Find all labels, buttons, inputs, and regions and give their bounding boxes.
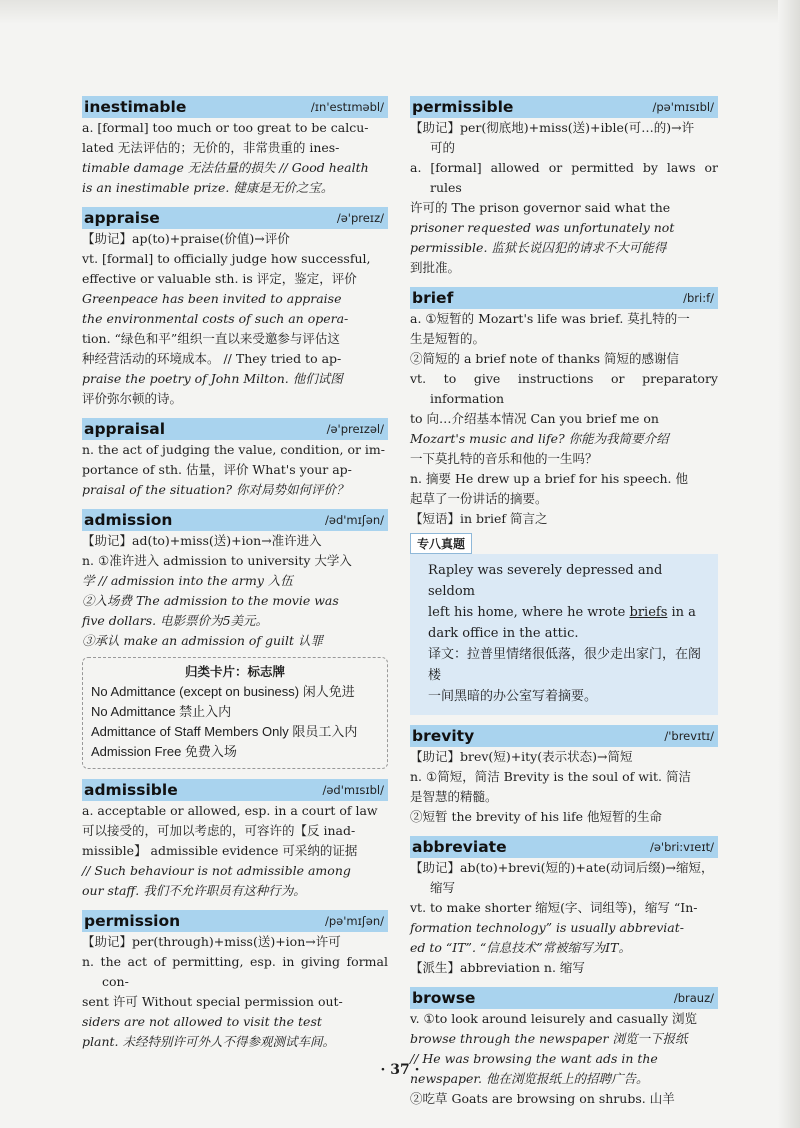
page-top-shade — [0, 0, 800, 24]
example-line: Greenpeace has been invited to appraise — [82, 291, 342, 306]
definition-line: vt. [formal] to officially judge how successful, — [82, 251, 371, 266]
example-line: 种经营活动的环境成本。 // They tried to ap- — [82, 351, 342, 366]
example-line: prisoner requested was unfortunately not — [410, 220, 675, 235]
definition-line: ②简短的 a brief note of thanks 简短的感谢信 — [410, 351, 680, 366]
phonetic: /bri:f/ — [683, 291, 714, 305]
headword: appraisal — [84, 420, 166, 438]
definition-line: 学 // admission into the army 入伍 — [82, 573, 293, 588]
example-line: // He was browsing the want ads in the — [410, 1051, 658, 1066]
card-item: Admittance of Staff Members Only 限员工入内 — [91, 724, 358, 739]
definition-line: effective or valuable sth. is 评定，鉴定，评价 — [82, 271, 357, 286]
mnemonic-note: 【助记】ad(to)+miss(送)+ion→准许进入 — [82, 533, 322, 548]
example-line: Mozart's music and life? 你能为我简要介绍 — [410, 431, 669, 446]
example-line: 起草了一份讲话的摘要。 — [410, 491, 548, 506]
mnemonic-note: 【助记】per(彻底地)+miss(送)+ible(可…的)→许 — [410, 120, 695, 135]
example-line: ed to “IT”. “信息技术”常被缩写为IT。 — [410, 940, 631, 955]
entry-header — [410, 96, 718, 118]
definition-line: n. ①准许进入 admission to university 大学入 — [82, 553, 352, 568]
left-column — [82, 96, 388, 1061]
entry-appraise — [82, 207, 388, 409]
definition-line: v. ①to look around leisurely and casually 浏览 — [410, 1011, 698, 1026]
phonetic: /əd'mɪʃən/ — [325, 513, 384, 527]
headword: brief — [412, 289, 454, 307]
phonetic: /ə'bri:vɪeɪt/ — [649, 840, 714, 854]
exam-text: in a — [671, 605, 696, 620]
entry-brevity — [410, 725, 718, 827]
definition-line: 生是短暂的。 — [410, 331, 486, 346]
definition-line: is an inestimable prize. 健康是无价之宝。 — [82, 180, 334, 195]
example-line: the environmental costs of such an opera- — [82, 311, 349, 326]
entry-browse — [410, 987, 718, 1109]
mnemonic-note: 缩写 — [430, 880, 456, 895]
entry-permissible — [410, 96, 718, 278]
definition-line: ②短暂 the brevity of his life 他短暂的生命 — [410, 809, 662, 824]
entry-brief — [410, 287, 718, 715]
definition-line: n. 摘要 He drew up a brief for his speech. 他 — [410, 471, 688, 486]
definition-line: 可以接受的，可加以考虑的，可容许的【反 inad- — [82, 823, 356, 838]
headword: browse — [412, 989, 476, 1007]
example-line: plant. 未经特别许可外人不得参观测试车间。 — [82, 1034, 335, 1049]
phonetic: /əd'mɪsɪbl/ — [322, 783, 384, 797]
headword: abbreviate — [412, 838, 507, 856]
headword: permission — [84, 912, 181, 930]
phonetic: /ɪn'estɪməbl/ — [310, 100, 384, 114]
example-line: 到批准。 — [410, 260, 461, 275]
definition-line: 是智慧的精髓。 — [410, 789, 498, 804]
card-item: Admission Free 免费入场 — [91, 744, 237, 759]
entry-header — [410, 987, 718, 1009]
right-column — [410, 96, 718, 1118]
definition-line: to 向…介绍基本情况 Can you brief me on — [410, 411, 659, 426]
entry-header — [82, 418, 388, 440]
example-line: praise the poetry of John Milton. 他们试图 — [82, 371, 343, 386]
definition-line: ②入场费 The admission to the movie was — [82, 593, 339, 608]
entry-header — [82, 207, 388, 229]
card-item: No Admittance (except on business) 闲人免进 — [91, 684, 355, 699]
exam-text: left his home, where he wrote — [428, 605, 626, 620]
headword: inestimable — [84, 98, 187, 116]
derivation-note: 【派生】abbreviation n. 缩写 — [410, 960, 585, 975]
exam-translation: 一间黑暗的办公室写着摘要。 — [428, 689, 598, 704]
entry-header — [410, 725, 718, 747]
definition-line: portance of sth. 估量，评价 What's your ap- — [82, 462, 352, 477]
example-line: 一下莫扎特的音乐和他的一生吗？ — [410, 451, 598, 466]
mnemonic-note: 【助记】per(through)+miss(送)+ion→许可 — [82, 934, 341, 949]
card-title: 归类卡片：标志牌 — [184, 664, 285, 679]
headword: brevity — [412, 727, 475, 745]
definition-line: vt. to make shorter 缩短(字、词组等)，缩写 “In- — [410, 900, 698, 915]
phonetic: /ə'preɪz/ — [336, 211, 384, 225]
definition-line: a. acceptable or allowed, esp. in a court of law — [82, 803, 378, 818]
example-line: // Such behaviour is not admissible among — [82, 863, 351, 878]
phrase-note: 【短语】in brief 简言之 — [410, 511, 548, 526]
example-line: tion. “绿色和平”组织一直以来受邀参与评估这 — [82, 331, 340, 346]
exam-translation: 译文：拉普里情绪很低落，很少走出家门，在阁楼 — [428, 647, 702, 683]
definition-line: five dollars. 电影票价为5美元。 — [82, 613, 269, 628]
exam-line: dark office in the attic. — [428, 626, 579, 641]
entry-admissible — [82, 779, 388, 901]
entry-permission — [82, 910, 388, 1052]
entry-appraisal — [82, 418, 388, 500]
exam-line — [428, 602, 706, 623]
entry-admission — [82, 509, 388, 769]
page-number: · 37 · — [380, 1062, 420, 1078]
card-item: No Admittance 禁止入内 — [91, 704, 232, 719]
headword: admission — [84, 511, 173, 529]
example-line: permissible. 监狱长说囚犯的请求不大可能得 — [410, 240, 667, 255]
entry-header — [82, 779, 388, 801]
example-line: 评价弥尔顿的诗。 — [82, 391, 183, 406]
page-edge-shadow — [778, 0, 800, 1128]
definition-line: 许可的 The prison governor said what the — [410, 200, 671, 215]
phonetic: /ə'preɪzəl/ — [326, 422, 384, 436]
exam-highlight: briefs — [629, 605, 668, 620]
definition-line: a. [formal] too much or too great to be calcu- — [82, 120, 369, 135]
entry-header — [82, 96, 388, 118]
definition-line: sent 许可 Without special permission out- — [82, 994, 343, 1009]
exam-box — [410, 554, 718, 715]
entry-header — [410, 836, 718, 858]
entry-abbreviate — [410, 836, 718, 978]
headword: admissible — [84, 781, 178, 799]
definition-line: ②吃草 Goats are browsing on shrubs. 山羊 — [410, 1091, 675, 1106]
phonetic: /brauz/ — [673, 991, 714, 1005]
phonetic: /'brevɪtɪ/ — [664, 729, 714, 743]
phonetic: /pə'mɪʃən/ — [325, 914, 384, 928]
definition-line: vt. to give instructions or preparatory information — [410, 371, 718, 406]
mnemonic-note: 【助记】brev(短)+ity(表示状态)→简短 — [410, 749, 633, 764]
definition-line: n. ①简短，简洁 Brevity is the soul of wit. 简洁 — [410, 769, 691, 784]
headword: appraise — [84, 209, 160, 227]
entry-header — [82, 910, 388, 932]
entry-header — [410, 287, 718, 309]
example-line: praisal of the situation? 你对局势如何评价？ — [82, 482, 349, 497]
example-line: browse through the newspaper 浏览一下报纸 — [410, 1031, 688, 1046]
phonetic: /pə'mɪsɪbl/ — [652, 100, 714, 114]
exam-label: 专八真题 — [410, 533, 472, 554]
example-line: siders are not allowed to visit the test — [82, 1014, 322, 1029]
headword: permissible — [412, 98, 514, 116]
entry-header — [82, 509, 388, 531]
mnemonic-note: 可的 — [430, 140, 456, 155]
definition-line: timable damage 无法估量的损失 // Good health — [82, 160, 369, 175]
definition-line: a. [formal] allowed or permitted by laws or rules — [410, 160, 718, 195]
entry-inestimable — [82, 96, 388, 198]
definition-line: n. the act of permitting, esp. in giving formal con- — [82, 954, 388, 989]
example-line: our staff. 我们不允许职员有这种行为。 — [82, 883, 306, 898]
mnemonic-note: 【助记】ab(to)+brevi(短的)+ate(动词后缀)→缩短， — [410, 860, 714, 875]
exam-line: Rapley was severely depressed and seldom — [428, 563, 663, 599]
example-line: newspaper. 他在浏览报纸上的招聘广告。 — [410, 1071, 649, 1086]
definition-line: ③承认 make an admission of guilt 认罪 — [82, 633, 324, 648]
definition-line: n. the act of judging the value, condition, or im- — [82, 442, 385, 457]
category-card — [82, 657, 388, 769]
definition-line: a. ①短暂的 Mozart's life was brief. 莫扎特的一 — [410, 311, 690, 326]
definition-line: missible】 admissible evidence 可采纳的证据 — [82, 843, 358, 858]
example-line: formation technology” is usually abbreviat- — [410, 920, 684, 935]
definition-line: lated 无法评估的；无价的，非常贵重的 ines- — [82, 140, 340, 155]
mnemonic-note: 【助记】ap(to)+praise(价值)→评价 — [82, 231, 290, 246]
